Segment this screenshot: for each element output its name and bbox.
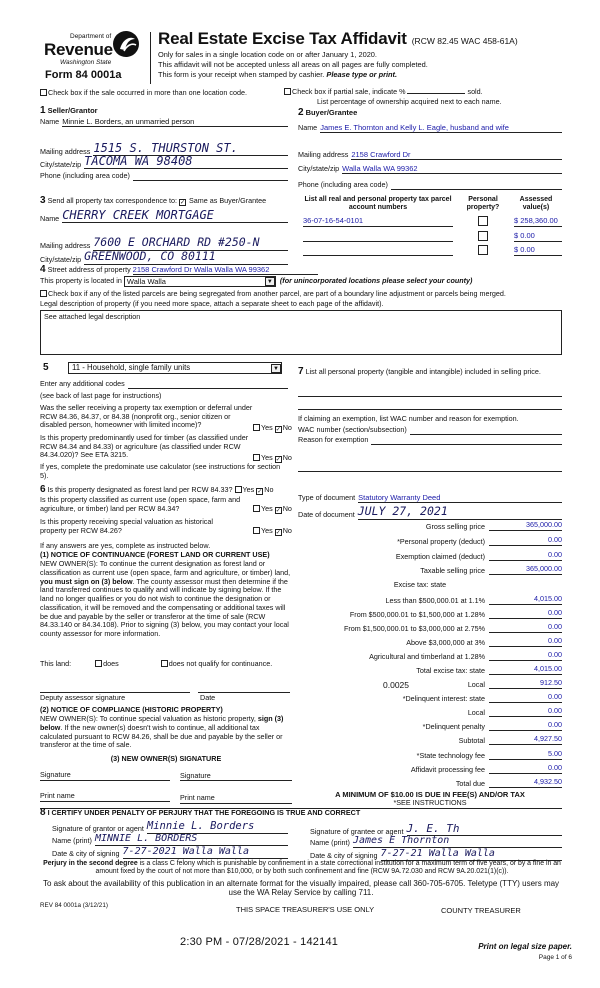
seller-name-field[interactable]: Minnie L. Borders, an unmarried person — [62, 117, 288, 127]
land-use-select[interactable] — [68, 362, 282, 374]
timber-question: Is this property predominantly used for timber (as classified under RCW 84.34 and 84.33) or agriculture (as classified under RCW 84.34.020)? See ETA 3215. — [40, 433, 249, 460]
buyer-heading-label: Buyer/Grantee — [305, 108, 358, 117]
form-number: Form 84 0001a — [45, 69, 122, 81]
doc-type-field[interactable]: Statutory Warranty Deed — [358, 493, 562, 503]
buyer-number: 2 — [298, 107, 304, 118]
correspondence-city-field[interactable]: GREENWOOD, CO 80111 — [84, 250, 288, 265]
owner-print-label-2: Print name — [180, 793, 215, 802]
buyer-phone-row — [298, 181, 562, 190]
minimum-due-note: A MINIMUM OF $10.00 IS DUE IN FEE(S) AND/OR TAX — [335, 790, 525, 799]
buyer-mailing-label: Mailing address — [298, 150, 349, 160]
delinquent-penalty-label: *Delinquent penalty — [422, 722, 485, 731]
header-line-1: Only for sales in a single location code on or after January 1, 2020. — [158, 50, 377, 59]
notice1-body — [40, 560, 292, 639]
personal-property-header: Personal property? — [466, 196, 500, 212]
owner-signature-line-1[interactable] — [40, 780, 170, 781]
notice1-text-b: you must sign on (3) below — [40, 576, 133, 586]
rev-number: REV 84 0001a (3/12/21) — [40, 902, 108, 909]
seller-phone-row — [40, 172, 288, 181]
owner-print-line-1[interactable] — [40, 801, 170, 802]
partial-sale-percent-field[interactable] — [407, 93, 465, 94]
tier3-label: From $1,500,000.01 to $3,000,000 at 2.75% — [343, 624, 485, 633]
same-as-buyer-label: Same as Buyer/Grantee — [187, 196, 267, 205]
grantee-date-field[interactable]: 7-27-21 Walla Walla — [381, 848, 562, 861]
doc-type-label: Type of document — [298, 493, 356, 503]
tier5-value[interactable]: 0.00 — [489, 651, 562, 661]
grantor-print-row — [52, 833, 288, 846]
delinquent-interest-state-value[interactable]: 0.00 — [489, 693, 562, 703]
correspondence-name-field[interactable]: CHERRY CREEK MORTGAGE — [62, 208, 288, 223]
exemption-no-label: No — [282, 423, 292, 432]
does-not-checkbox[interactable] — [161, 660, 168, 667]
buyer-name-field[interactable]: James E. Thornton and Kelly L. Eagle, husband and wife — [320, 123, 562, 133]
additional-codes-row — [40, 380, 288, 389]
doc-type-row — [298, 493, 562, 503]
grantee-print-field[interactable]: James E Thornton — [353, 835, 562, 848]
grantee-print-label: Name (print) — [310, 838, 350, 848]
gross-label: Gross selling price — [425, 522, 485, 531]
forest-yes-label: Yes — [242, 485, 255, 494]
grantee-signature-field[interactable]: J. E. Th — [407, 822, 562, 836]
tier4-label: Above $3,000,000 at 3% — [406, 638, 485, 647]
deputy-signature-label: Deputy assessor signature — [40, 693, 126, 702]
this-land-row — [40, 660, 272, 669]
assessed-value-2[interactable]: $ 0.00 — [514, 231, 562, 242]
assessed-value-3[interactable]: $ 0.00 — [514, 245, 562, 256]
partial-sale-check-row — [284, 88, 483, 97]
historic-no-label: No — [282, 526, 292, 535]
cashier-stamp: 2:30 PM - 07/28/2021 - 142141 — [180, 936, 339, 948]
located-in-row — [40, 276, 472, 287]
reason-field[interactable] — [371, 437, 562, 445]
deputy-date-label: Date — [200, 693, 216, 702]
does-checkbox[interactable] — [95, 660, 102, 667]
correspondence-name-row — [40, 208, 288, 223]
header-line-3b: Please type or print. — [326, 70, 398, 79]
seller-heading — [40, 105, 98, 117]
notice1-text-c: . The county assessor must then determine if the land transferred continues to qualify and will indicate by signing below. If the land no longer qualifies or you do not wish to continue the designation or classification, it will be removed and the compensating or additional taxes will be due and payable by the seller or transferor at the time of sale (RCW 84.33.140 or 84.34.108). Prior to signing (3) below, you may contact your local county assessor for more information. — [40, 576, 289, 639]
timber-note: If yes, complete the predominate use calculator (see instructions for section 5). — [40, 462, 281, 480]
chevron-down-icon: ▼ — [265, 277, 275, 286]
ownership-note: List percentage of ownership acquired next to each name. — [317, 97, 502, 106]
exemption-yes-checkbox[interactable] — [253, 424, 260, 431]
page-number: Page 1 of 6 — [538, 954, 572, 961]
see-back-note: (see back of last page for instructions) — [40, 391, 162, 400]
wac-field[interactable] — [410, 427, 562, 435]
state-line: Washington State — [60, 59, 112, 66]
buyer-mailing-row — [298, 150, 562, 160]
revenue-logo-text: Revenue — [44, 40, 113, 59]
partial-sale-checkbox[interactable] — [284, 88, 291, 95]
historic-question: Is this property receiving special valuation as historical property per RCW 84.26? — [40, 517, 213, 535]
affidavit-fee-value[interactable]: 0.00 — [489, 764, 562, 774]
owner-signature-label-2: Signature — [180, 771, 211, 780]
total-state-label: Total excise tax: state — [416, 666, 485, 675]
seller-mailing-label: Mailing address — [40, 146, 91, 156]
multi-location-check-row — [40, 89, 247, 98]
correspondence-row — [40, 195, 266, 207]
personal-property-checkbox-3[interactable] — [478, 245, 488, 255]
forest-no-checkbox[interactable]: ✓ — [257, 489, 263, 495]
section3-number: 3 — [40, 195, 46, 206]
total-state-value[interactable]: 4,015.00 — [489, 665, 562, 675]
current-use-yes-checkbox[interactable] — [253, 505, 260, 512]
exemption-question: Was the seller receiving a property tax exemption or deferral under RCW 84.36, 84.37, or 84.38 (nonprofit org., senior citizen or disabled person, homeowner with limited income)? — [40, 403, 253, 430]
doc-date-label: Date of document — [298, 510, 355, 520]
notice1-title: (1) NOTICE OF CONTINUANCE (FOREST LAND OR CURRENT USE) — [40, 550, 270, 559]
same-as-buyer-checkbox[interactable]: ✓ — [180, 200, 186, 206]
reason-label: Reason for exemption — [298, 435, 369, 444]
partial-sale-label: Check box if partial sale, indicate % — [292, 87, 406, 96]
located-in-note: (for unincorporated locations please select your county) — [279, 276, 473, 286]
certify-text: I CERTIFY UNDER PENALTY OF PERJURY THAT THE FOREGOING IS TRUE AND CORRECT — [47, 808, 361, 817]
does-not-label: does not qualify for continuance. — [168, 659, 273, 668]
street-address-field[interactable]: 2158 Crawford Dr Walla Walla WA 99362 — [133, 265, 318, 275]
header-line-2: This affidavit will not be accepted unless all areas on all pages are fully completed. — [158, 60, 428, 69]
doc-date-row — [298, 505, 562, 520]
grantor-date-label: Date & city of signing — [52, 849, 120, 859]
form-title-ref: (RCW 82.45 WAC 458-61A) — [411, 36, 518, 46]
parcel-number-3[interactable] — [303, 245, 453, 256]
correspondence-name-label: Name — [40, 213, 60, 223]
reason-row — [298, 436, 562, 445]
section7-number: 7 — [298, 366, 304, 377]
historic-yes-label: Yes — [261, 526, 273, 535]
notice2-title: (2) NOTICE OF COMPLIANCE (HISTORIC PROPERTY) — [40, 705, 223, 714]
doc-date-field[interactable]: JULY 27, 2021 — [358, 505, 562, 520]
current-use-yes-label: Yes — [261, 504, 273, 513]
wac-label: WAC number (section/subsection) — [298, 425, 407, 434]
seller-city-label: City/state/zip — [40, 159, 82, 169]
grantor-signature-field[interactable]: Minnie L. Borders — [147, 820, 288, 834]
parcel-number-1[interactable]: 36-07-16-54-0101 — [303, 216, 453, 227]
street-address-row — [40, 264, 318, 276]
assessed-value-1[interactable]: $ 258,360.00 — [514, 216, 562, 227]
exemption-yes-label: Yes — [261, 423, 273, 432]
subtotal-value[interactable]: 4,927.50 — [489, 735, 562, 745]
buyer-phone-label: Phone (including area code) — [298, 180, 388, 189]
tier2-label: From $500,000.01 to $1,500,000 at 1.28% — [349, 610, 485, 619]
personal-deduct-value[interactable]: 0.00 — [489, 536, 562, 546]
taxable-label: Taxable selling price — [420, 566, 485, 575]
header-line-3 — [158, 71, 397, 80]
partial-sale-sold: sold. — [467, 87, 483, 96]
seller-name-label: Name — [40, 117, 60, 127]
seller-city-row — [40, 154, 288, 169]
perjury-notice — [32, 860, 572, 876]
buyer-mailing-field[interactable]: 2158 Crawford Dr — [351, 150, 562, 160]
exemption-no-checkbox[interactable]: ✓ — [275, 427, 281, 433]
local-label: Local — [467, 680, 485, 689]
current-use-question: Is this property classified as current use (open space, farm and agriculture, or timber) land per RCW 84.34? — [40, 495, 241, 513]
segregated-label: Check box if any of the listed parcels are being segregated from another parcel, are part of a boundary line adjustment or parcels being merged. — [48, 289, 506, 298]
tier1-label: Less than $500,000.01 at 1.1% — [385, 596, 485, 605]
delinquent-interest-state-label: *Delinquent interest: state — [402, 694, 485, 703]
seller-phone-field[interactable] — [133, 173, 288, 181]
exemption-yes-no — [253, 424, 292, 433]
revenue-logo-icon — [111, 29, 141, 59]
seller-phone-label: Phone (including area code) — [40, 171, 130, 180]
section8-number: 8 — [40, 807, 46, 818]
legal-description-textarea[interactable]: See attached legal description — [40, 310, 562, 355]
current-use-no-checkbox[interactable]: ✓ — [275, 508, 281, 514]
total-due-value[interactable]: 4,932.50 — [489, 778, 562, 788]
local-rate: 0.0025 — [383, 680, 409, 690]
grantee-print-row — [310, 835, 562, 848]
perjury-text-b: is a class C felony which is punishable by confinement in a state correctional institution for a maximum term of five years, or by a fine in an amount fixed by the court of not more than $10,000, or by both such confinement and fine (RCW 9A.72.030 and RCW 9A.20.021(1)(c)). — [95, 860, 561, 875]
located-in-select[interactable] — [124, 276, 276, 287]
seller-mailing-field[interactable]: 1515 S. THURSTON ST. — [93, 141, 288, 156]
timber-no-label: No — [282, 453, 292, 462]
does-label: does — [103, 659, 119, 668]
timber-yes-label: Yes — [261, 453, 273, 462]
tier2-value[interactable]: 0.00 — [489, 609, 562, 619]
seller-heading-label: Seller/Grantor — [47, 106, 98, 115]
buyer-heading — [298, 107, 357, 119]
exemption-deduct-label: Exemption claimed (deduct) — [395, 552, 485, 561]
correspondence-city-label: City/state/zip — [40, 255, 82, 265]
located-in-label: This property is located in — [40, 276, 122, 286]
section4-number: 4 — [40, 264, 46, 275]
correspondence-label: Send all property tax correspondence to: — [47, 196, 180, 205]
delinquent-penalty-value[interactable]: 0.00 — [489, 721, 562, 731]
treasurer-use-only: THIS SPACE TREASURER'S USE ONLY — [236, 905, 375, 914]
personal-property-checkbox-1[interactable] — [478, 216, 488, 226]
header-divider — [150, 32, 151, 84]
notice2-text-b: sign (3) below — [40, 714, 284, 732]
tier4-value[interactable]: 0.00 — [489, 637, 562, 647]
tier1-value[interactable]: 4,015.00 — [489, 595, 562, 605]
correspondence-mailing-label: Mailing address — [40, 241, 91, 251]
perjury-text-a: Perjury in the second degree — [43, 860, 138, 867]
taxable-value[interactable]: 365,000.00 — [489, 565, 562, 575]
parcel-number-2[interactable] — [303, 231, 453, 242]
reason-line-2[interactable] — [298, 471, 562, 472]
current-use-no-label: No — [282, 504, 292, 513]
timber-yes-checkbox[interactable] — [253, 454, 260, 461]
availability-notice: To ask about the availability of this publication in an alternate format for the visually impaired, please call 360-705-6705. Teletype (TTY) users may use the WA Relay Service by calling 711. — [42, 879, 560, 897]
historic-no-checkbox[interactable]: ✓ — [275, 530, 281, 536]
historic-yes-no — [253, 527, 292, 536]
segregated-checkbox[interactable] — [40, 290, 47, 297]
excise-state-heading: Excise tax: state — [393, 580, 447, 589]
grantee-signature-label: Signature of grantee or agent — [310, 826, 404, 836]
dept-line: Department of — [70, 33, 112, 40]
correspondence-city-row — [40, 250, 288, 265]
seller-number: 1 — [40, 105, 46, 116]
this-land-label: This land: — [40, 659, 72, 668]
grantor-signature-label: Signature of grantor or agent — [52, 823, 144, 833]
tech-fee-label: *State technology fee — [416, 751, 485, 760]
notice2-text-a: NEW OWNER(S): To continue special valuation as historic property, — [40, 714, 258, 723]
multi-location-label: Check box if the sale occurred in more than one location code. — [48, 88, 247, 97]
seller-city-field[interactable]: TACOMA WA 98408 — [84, 154, 288, 169]
additional-codes-field[interactable] — [128, 381, 288, 389]
gross-value[interactable]: 365,000.00 — [489, 521, 562, 531]
owner-print-label-1: Print name — [40, 791, 75, 800]
exemption-claim-label: If claiming an exemption, list WAC number and reason for exemption. — [298, 414, 519, 423]
personal-property-line-1[interactable] — [298, 396, 562, 397]
grantor-date-row — [52, 846, 288, 859]
owner-signature-label-1: Signature — [40, 770, 71, 779]
grantor-print-label: Name (print) — [52, 836, 92, 846]
personal-deduct-label: *Personal property (deduct) — [397, 537, 485, 546]
section5-number: 5 — [43, 362, 49, 373]
notice2-body — [40, 715, 292, 750]
notice2-text-c: . If the new owner(s) doesn't wish to continue, all additional tax calculated pursuant to RCW 84.26, shall be due and payable by the seller or transferor at the time of sale. — [40, 722, 283, 750]
certify-row — [40, 807, 360, 819]
additional-codes-label: Enter any additional codes — [40, 379, 125, 388]
legal-size-note: Print on legal size paper. — [478, 942, 572, 951]
subtotal-label: Subtotal — [458, 736, 485, 745]
local-value[interactable]: 912.50 — [489, 679, 562, 689]
parcel-header: List all real and personal property tax parcel account numbers — [304, 196, 452, 212]
current-use-yes-no — [253, 505, 292, 514]
exemption-deduct-value[interactable]: 0.00 — [489, 551, 562, 561]
buyer-city-label: City/state/zip — [298, 164, 340, 174]
notice1-text-a: NEW OWNER(S): To continue the current designation as forest land or classification as current use (open space, farm and agriculture, or timber) land, — [40, 559, 291, 577]
forest-yes-checkbox[interactable] — [235, 486, 242, 493]
street-address-label: Street address of property — [47, 265, 131, 274]
multi-location-checkbox[interactable] — [40, 89, 47, 96]
seller-name-row — [40, 117, 288, 127]
section6-number: 6 — [40, 484, 46, 495]
forest-no-label: No — [264, 485, 274, 494]
affidavit-fee-label: Affidavit processing fee — [410, 765, 485, 774]
buyer-phone-field[interactable] — [391, 182, 562, 190]
delinquent-interest-local-value[interactable]: 0.00 — [489, 707, 562, 717]
grantee-date-label: Date & city of signing — [310, 851, 378, 861]
total-due-label: Total due — [455, 779, 485, 788]
tier3-value[interactable]: 0.00 — [489, 623, 562, 633]
located-in-value: Walla Walla — [126, 277, 166, 286]
buyer-name-label: Name — [298, 123, 318, 133]
grantor-print-field[interactable]: MINNIE L. BORDERS — [95, 833, 288, 846]
if-yes-note: If any answers are yes, complete as instructed below. — [40, 541, 211, 550]
section7-row — [298, 366, 562, 378]
see-instructions: *SEE INSTRUCTIONS — [393, 798, 467, 807]
header-line-3a: This form is your receipt when stamped by cashier. — [158, 70, 327, 79]
correspondence-mailing-field[interactable]: 7600 E ORCHARD RD #250-N — [93, 236, 288, 251]
grantor-signature-row — [52, 820, 288, 834]
tech-fee-value[interactable]: 5.00 — [489, 750, 562, 760]
owner-print-line-2[interactable] — [180, 803, 292, 804]
chevron-down-icon: ▼ — [271, 364, 281, 373]
segregated-check-row — [40, 290, 506, 299]
buyer-city-row — [298, 164, 562, 174]
delinquent-interest-local-label: Local — [467, 708, 485, 717]
tier5-label: Agricultural and timberland at 1.28% — [369, 652, 485, 661]
form-title: Real Estate Excise Tax Affidavit — [158, 29, 407, 48]
new-owner-signature-heading: (3) NEW OWNER(S) SIGNATURE — [110, 754, 222, 763]
wac-row — [298, 426, 562, 435]
buyer-city-field[interactable]: Walla Walla WA 99362 — [342, 164, 562, 174]
land-use-value: 11 - Household, single family units — [72, 363, 191, 373]
assessed-value-header: Assessed value(s) — [519, 196, 553, 212]
personal-property-checkbox-2[interactable] — [478, 231, 488, 241]
legal-description-label: Legal description of property (if you need more space, attach a separate sheet to each page of the affidavit). — [40, 299, 384, 308]
buyer-name-row — [298, 123, 562, 133]
header-title-wrap — [158, 29, 518, 49]
personal-property-list-label: List all personal property (tangible and intangible) included in selling price. — [305, 367, 541, 376]
grantor-date-field[interactable]: 7-27-2021 Walla Walla — [123, 846, 288, 859]
forest-land-question: Is this property designated as forest land per RCW 84.33? — [47, 485, 233, 494]
county-treasurer: COUNTY TREASURER — [441, 906, 521, 915]
historic-yes-checkbox[interactable] — [253, 527, 260, 534]
personal-property-line-2[interactable] — [298, 409, 562, 410]
timber-no-checkbox[interactable]: ✓ — [275, 457, 281, 463]
